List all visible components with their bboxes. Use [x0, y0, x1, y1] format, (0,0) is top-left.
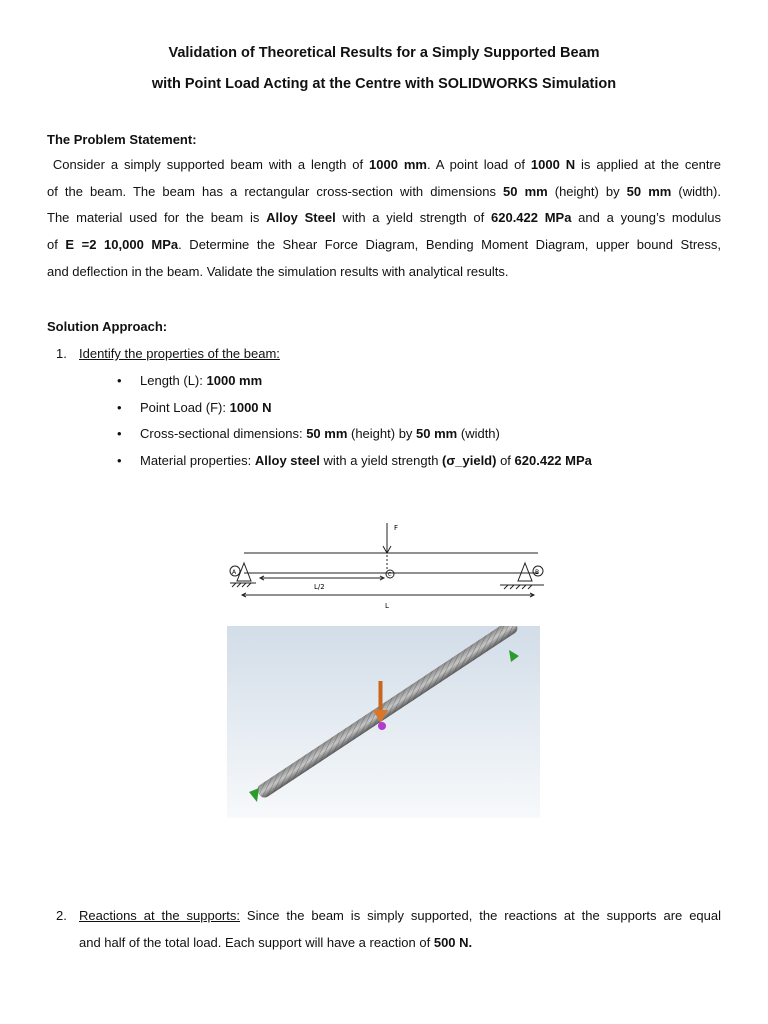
sketch-label-c: C [388, 572, 392, 578]
bullet-icon: • [117, 453, 122, 468]
bullet-point-load: Point Load (F): 1000 N [140, 400, 272, 415]
beam-3d-render [227, 626, 540, 818]
sketch-label-l: L [385, 602, 389, 610]
bullet-length: Length (L): 1000 mm [140, 373, 263, 388]
sketch-label-a: A [232, 569, 237, 576]
bullet-icon: • [117, 400, 122, 415]
bullet-icon: • [117, 426, 122, 441]
bullet-cross-section: Cross-sectional dimensions: 50 mm (height) by 50 mm (width) [140, 426, 500, 441]
title-line-2: with Point Load Acting at the Centre with SOLIDWORKS Simulation [151, 76, 617, 92]
sketch-label-b: B [535, 569, 540, 576]
step-1-number: 1. [56, 346, 67, 361]
problem-line-5: and deflection in the beam. Validate the simulation results with analytical results. [47, 263, 509, 279]
bullet-material: Material properties: Alloy steel with a yield strength (σ_yield) of 620.422 MPa [140, 453, 592, 468]
problem-heading: The Problem Statement: [47, 132, 197, 147]
sketch-label-half: L/2 [314, 583, 325, 591]
title-line-1: Validation of Theoretical Results for a Simply Supported Beam [168, 45, 600, 61]
problem-paragraph [47, 152, 721, 285]
beam-sketch [222, 515, 552, 615]
step-1-label: Identify the properties of the beam: [79, 346, 280, 361]
step-2-line-1: Reactions at the supports: Since the beam is simply supported, the reactions at the supports are equal [79, 908, 721, 923]
problem-line-2: of the beam. The beam has a rectangular cross-section with dimensions 50 mm (height) by 50 mm (width). [47, 183, 721, 199]
problem-line-1: Consider a simply supported beam with a length of 1000 mm. A point load of 1000 N is applied at the centre [52, 157, 721, 172]
step-2-number: 2. [56, 908, 67, 923]
bullet-icon: • [117, 373, 122, 388]
solution-heading: Solution Approach: [47, 319, 168, 334]
problem-line-4: of E =2 10,000 MPa. Determine the Shear Force Diagram, Bending Moment Diagram, upper bound Stress, [47, 237, 721, 253]
step-2-line-2: and half of the total load. Each support will have a reaction of 500 N. [79, 935, 473, 950]
sketch-label-f: F [394, 524, 399, 532]
problem-line-3: The material used for the beam is Alloy Steel with a yield strength of 620.422 MPa and a young’s modulus [47, 210, 722, 226]
step-2 [56, 902, 721, 956]
